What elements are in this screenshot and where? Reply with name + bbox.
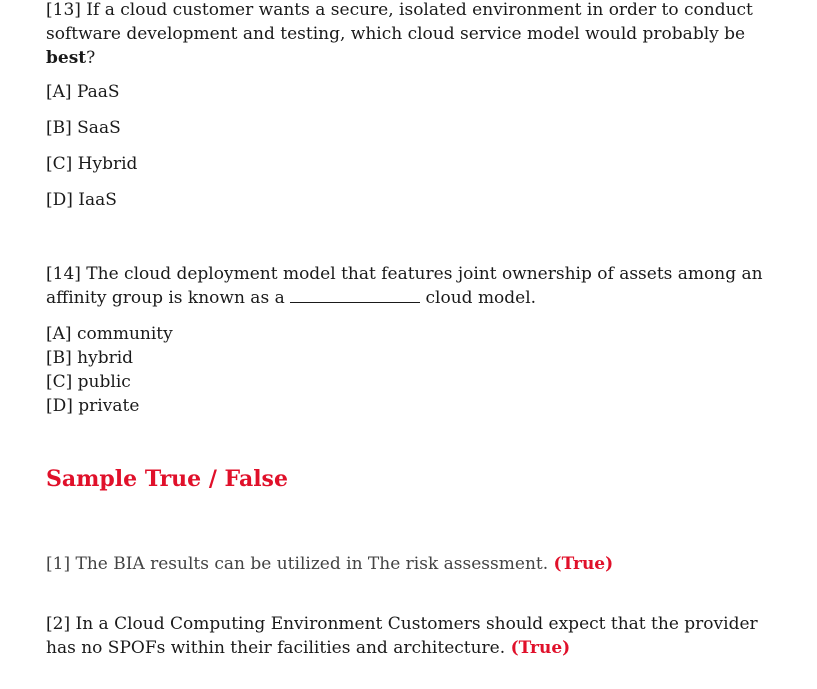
question-13-stem bbox=[46, 0, 766, 70]
option-b: [B] hybrid bbox=[46, 348, 134, 368]
question-13-options bbox=[46, 80, 766, 212]
question-13 bbox=[46, 0, 766, 212]
question-13-emphasis: best bbox=[46, 48, 87, 68]
option-d: [D] IaaS bbox=[46, 190, 117, 210]
tf-2-answer: (True) bbox=[510, 638, 571, 658]
question-14-text-end: cloud model. bbox=[420, 288, 537, 308]
section-title: Sample True / False bbox=[46, 466, 288, 492]
question-14-options bbox=[46, 322, 766, 418]
fill-in-blank bbox=[290, 288, 420, 303]
option-a: [A] PaaS bbox=[46, 82, 120, 102]
tf-1-answer: (True) bbox=[553, 554, 614, 574]
tf-2-text: [2] In a Cloud Computing Environment Customers should expect that the provider has no SPOFs within their facilities and architecture. bbox=[46, 614, 758, 658]
question-14 bbox=[46, 262, 766, 418]
option-d: [D] private bbox=[46, 396, 140, 416]
question-14-stem bbox=[46, 262, 766, 310]
true-false-1 bbox=[46, 552, 766, 576]
question-14-text: [14] The cloud deployment model that features joint ownership of assets among an affinity group is known as a bbox=[46, 264, 763, 308]
option-b: [B] SaaS bbox=[46, 118, 121, 138]
option-a: [A] community bbox=[46, 324, 173, 344]
option-c: [C] Hybrid bbox=[46, 154, 138, 174]
true-false-2 bbox=[46, 612, 766, 660]
question-13-punct: ? bbox=[86, 48, 96, 68]
option-c: [C] public bbox=[46, 372, 131, 392]
question-13-text: [13] If a cloud customer wants a secure, isolated environment in order to conduct software development and testing, which cloud service model would probably be bbox=[46, 0, 753, 44]
tf-1-text: [1] The BIA results can be utilized in The risk assessment. bbox=[46, 554, 554, 574]
